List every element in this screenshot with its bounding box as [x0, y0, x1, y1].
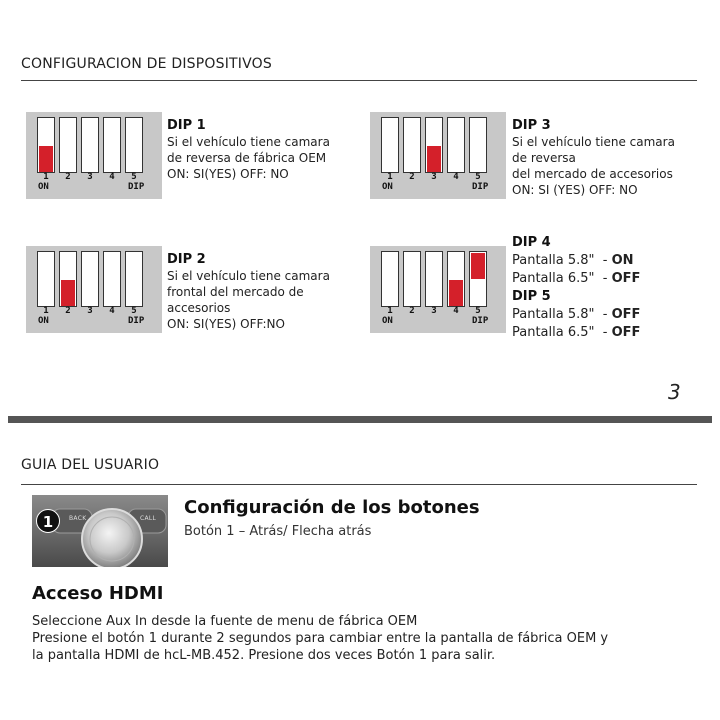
dip-switch-1 [37, 117, 55, 173]
dash: - [602, 325, 608, 340]
button-config-subtitle: Botón 1 – Atrás/ Flecha atrás [184, 524, 372, 539]
dip5-title: DIP 5 [512, 289, 551, 304]
dip-switch-2 [403, 251, 421, 307]
dip-switch-2 [59, 251, 77, 307]
switch-number: 3 [87, 306, 93, 316]
switch-number: 4 [109, 172, 115, 182]
switch-number: 5 [131, 306, 137, 316]
dip3-line: de reversa [512, 151, 576, 165]
on-label: ON [382, 182, 393, 192]
dip3-description [512, 118, 712, 198]
knob-back-label: BACK [69, 515, 87, 522]
section-title-user-guide: GUIA DEL USUARIO [21, 457, 160, 473]
section-divider [21, 484, 697, 485]
switch-number: 2 [65, 306, 71, 316]
switch-number: 4 [453, 306, 459, 316]
hdmi-instruction-line: Seleccione Aux In desde la fuente de menu de fábrica OEM [32, 614, 418, 629]
dip-switch-4 [447, 251, 465, 307]
dash: - [602, 253, 608, 268]
switch-number: 1 [43, 172, 49, 182]
dip-switch-3 [425, 251, 443, 307]
switch-number: 1 [43, 306, 49, 316]
dip3-title: DIP 3 [512, 118, 551, 133]
dip1-line: Si el vehículo tiene camara [167, 135, 330, 149]
dip4-option-value: ON [611, 253, 634, 268]
dip4-title: DIP 4 [512, 235, 551, 250]
dip1-line: de reversa de fábrica OEM [167, 151, 327, 165]
dash: - [602, 307, 608, 322]
switch-number: 2 [65, 172, 71, 182]
dip-switch-diagram-4-5 [370, 246, 506, 333]
dash: - [602, 271, 608, 286]
dip1-line: ON: SI(YES) OFF: NO [167, 167, 289, 181]
dip1-description [167, 118, 367, 182]
hdmi-instruction-line: Presione el botón 1 durante 2 segundos para cambiar entre la pantalla de fábrica OEM y [32, 631, 609, 646]
on-label: ON [38, 182, 49, 192]
dip5-option-label: Pantalla 5.8" [512, 307, 595, 322]
button-config-title: Configuración de los botones [184, 497, 480, 518]
dip-switch-1 [37, 251, 55, 307]
dip-switch-diagram-1 [26, 112, 162, 199]
dip5-option-value: OFF [611, 325, 641, 340]
dip-switch-2 [403, 117, 421, 173]
dip-switch-4 [447, 117, 465, 173]
dip-label: DIP [128, 316, 145, 326]
switch-number: 5 [475, 306, 481, 316]
switch-number: 3 [87, 172, 93, 182]
dip2-description [167, 252, 367, 332]
dip-switch-5 [125, 117, 143, 173]
knob-call-label: CALL [140, 515, 157, 522]
switch-number: 2 [409, 306, 415, 316]
dip2-line: frontal del mercado de [167, 285, 304, 299]
switch-number: 4 [109, 306, 115, 316]
dip4-option-label: Pantalla 5.8" [512, 253, 595, 268]
dip-switch-diagram-3 [370, 112, 506, 199]
dip-switch-1 [381, 117, 399, 173]
dip2-line: accesorios [167, 301, 231, 315]
hdmi-access-title: Acceso HDMI [32, 583, 164, 604]
dip-label: DIP [472, 182, 489, 192]
dip4-option-value: OFF [611, 271, 641, 286]
page-number: 3 [668, 380, 681, 404]
on-label: ON [382, 316, 393, 326]
switch-number: 2 [409, 172, 415, 182]
switch-number: 5 [475, 172, 481, 182]
dip4-option-label: Pantalla 6.5" [512, 271, 595, 286]
switch-number: 1 [387, 306, 393, 316]
section-divider [21, 80, 697, 81]
hdmi-instruction-line: la pantalla HDMI de hcL-MB.452. Presione dos veces Botón 1 para salir. [32, 648, 496, 663]
dip-switch-3 [425, 117, 443, 173]
dip2-line: ON: SI(YES) OFF:NO [167, 317, 285, 331]
switch-number: 4 [453, 172, 459, 182]
hdmi-instructions [32, 613, 692, 664]
dip-switch-3 [81, 251, 99, 307]
dip-switch-4 [103, 117, 121, 173]
switch-number: 5 [131, 172, 137, 182]
dip-switch-2 [59, 117, 77, 173]
dip3-line: Si el vehículo tiene camara [512, 135, 675, 149]
dip-switch-5 [469, 251, 487, 307]
dip45-description [512, 234, 712, 342]
dip2-line: Si el vehículo tiene camara [167, 269, 330, 283]
switch-number: 1 [387, 172, 393, 182]
dip-switch-5 [469, 117, 487, 173]
dip-label: DIP [128, 182, 145, 192]
dip2-title: DIP 2 [167, 252, 206, 267]
dip3-line: del mercado de accesorios [512, 167, 673, 181]
section-title-devices: CONFIGURACION DE DISPOSITIVOS [21, 56, 272, 72]
switch-number: 3 [431, 306, 437, 316]
dip5-option-value: OFF [611, 307, 641, 322]
dip-switch-1 [381, 251, 399, 307]
dip3-line: ON: SI (YES) OFF: NO [512, 183, 638, 197]
on-label: ON [38, 316, 49, 326]
button-1-badge: 1 [36, 509, 60, 533]
dip-switch-4 [103, 251, 121, 307]
page-separator [8, 416, 712, 423]
dip-switch-3 [81, 117, 99, 173]
dip-switch-5 [125, 251, 143, 307]
switch-number: 3 [431, 172, 437, 182]
dip1-title: DIP 1 [167, 118, 206, 133]
dip-label: DIP [472, 316, 489, 326]
control-knob-image [32, 495, 168, 567]
dip-switch-diagram-2 [26, 246, 162, 333]
dip5-option-label: Pantalla 6.5" [512, 325, 595, 340]
